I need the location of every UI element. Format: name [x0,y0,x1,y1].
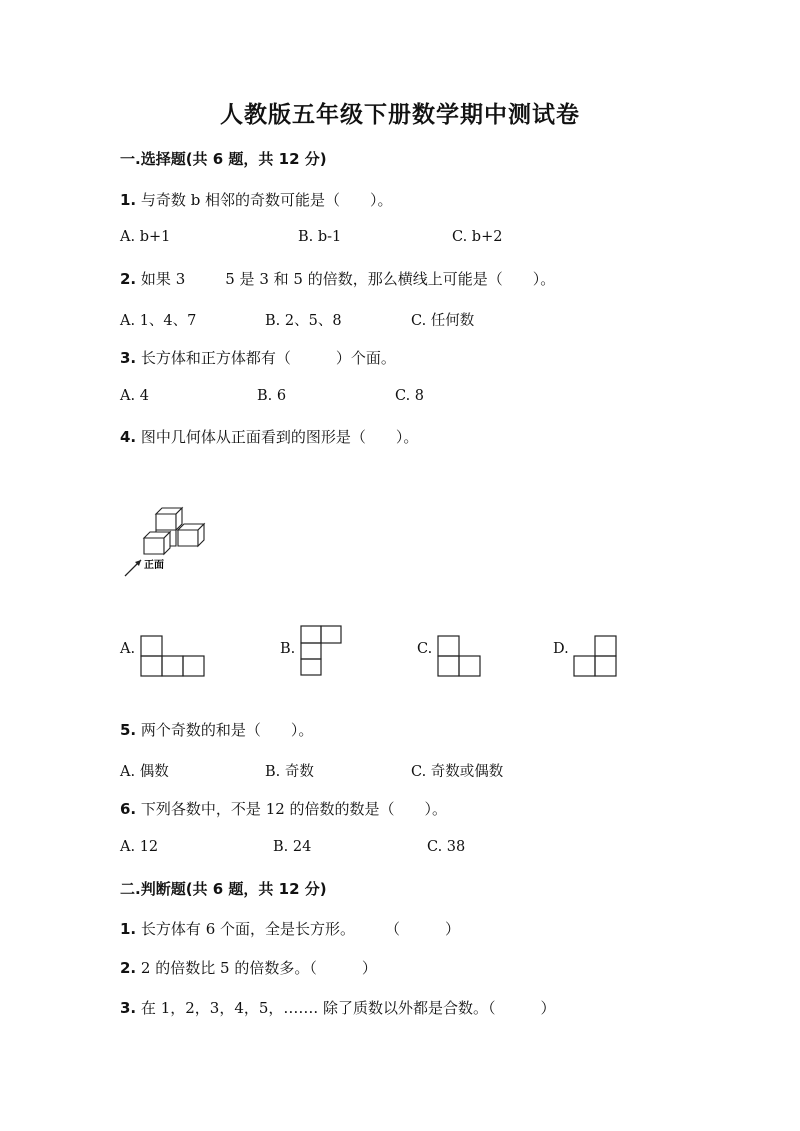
option-a: A. 偶数 [120,764,169,780]
question-4 [120,426,418,447]
option-c: C. 8 [395,388,425,404]
question-text: 图中几何体从正面看到的图形是（ ）。 [140,428,419,446]
question-number: 6. [120,800,137,818]
option-label: A. [120,641,136,657]
option-a: A. 12 [120,839,159,855]
question-number: 3. [120,349,137,367]
question-2 [120,268,555,289]
figure-label: 正面 [144,560,164,571]
question-6 [120,798,447,819]
question-text: 长方体和正方体都有（ ）个面。 [140,349,396,367]
question-number: 3. [120,999,137,1017]
question-number: 1. [120,191,137,209]
option-c: C. 38 [427,839,466,855]
option-c: C. b+2 [452,229,503,245]
option-b-shape [300,625,364,677]
question-1 [120,189,393,210]
section1-heading: 一.选择题(共 6 题，共 12 分) [120,150,327,168]
judge-question-1 [120,918,460,939]
option-c-shape [437,635,483,677]
option-a: A. b+1 [120,229,171,245]
option-b: B. b-1 [298,229,342,245]
question-number: 1. [120,920,137,938]
question-text: 长方体有 6 个面，全是长方形。 （ ） [140,920,461,938]
option-b: B. 6 [257,388,287,404]
option-label: B. [280,641,296,657]
question-text-part2: 5 是 3 和 5 的倍数，那么横线上可能是（ ）。 [225,270,556,288]
question-number: 4. [120,428,137,446]
option-d-shape [573,635,619,677]
judge-question-2 [120,957,377,978]
option-b: B. 奇数 [265,764,314,780]
question-text-part1: 如果 3 [140,270,186,288]
option-a-shape [140,635,206,677]
question-text: 两个奇数的和是（ ）。 [140,721,314,739]
option-b: B. 24 [273,839,312,855]
option-label: C. [417,641,433,657]
option-b: B. 2、5、8 [265,313,342,329]
option-c: C. 奇数或偶数 [411,764,504,780]
page-title: 人教版五年级下册数学期中测试卷 [220,102,580,128]
question-5 [120,719,313,740]
question-number: 2. [120,270,137,288]
question-number: 5. [120,721,137,739]
question-number: 2. [120,959,137,977]
option-c: C. 任何数 [411,313,475,329]
option-a: A. 1、4、7 [120,313,197,329]
question-text: 下列各数中，不是 12 的倍数的数是（ ）。 [140,800,448,818]
cube-solid-figure [116,498,226,588]
question-text: 2 的倍数比 5 的倍数多。（ ） [140,959,377,977]
question-3 [120,347,396,368]
option-a: A. 4 [120,388,149,404]
judge-question-3 [120,997,555,1018]
option-label: D. [553,641,569,657]
question-text: 在 1，2，3，4，5，……. 除了质数以外都是合数。（ ） [140,999,556,1017]
section2-heading: 二.判断题(共 6 题，共 12 分) [120,880,327,898]
question-text: 与奇数 b 相邻的奇数可能是（ ）。 [140,191,393,209]
